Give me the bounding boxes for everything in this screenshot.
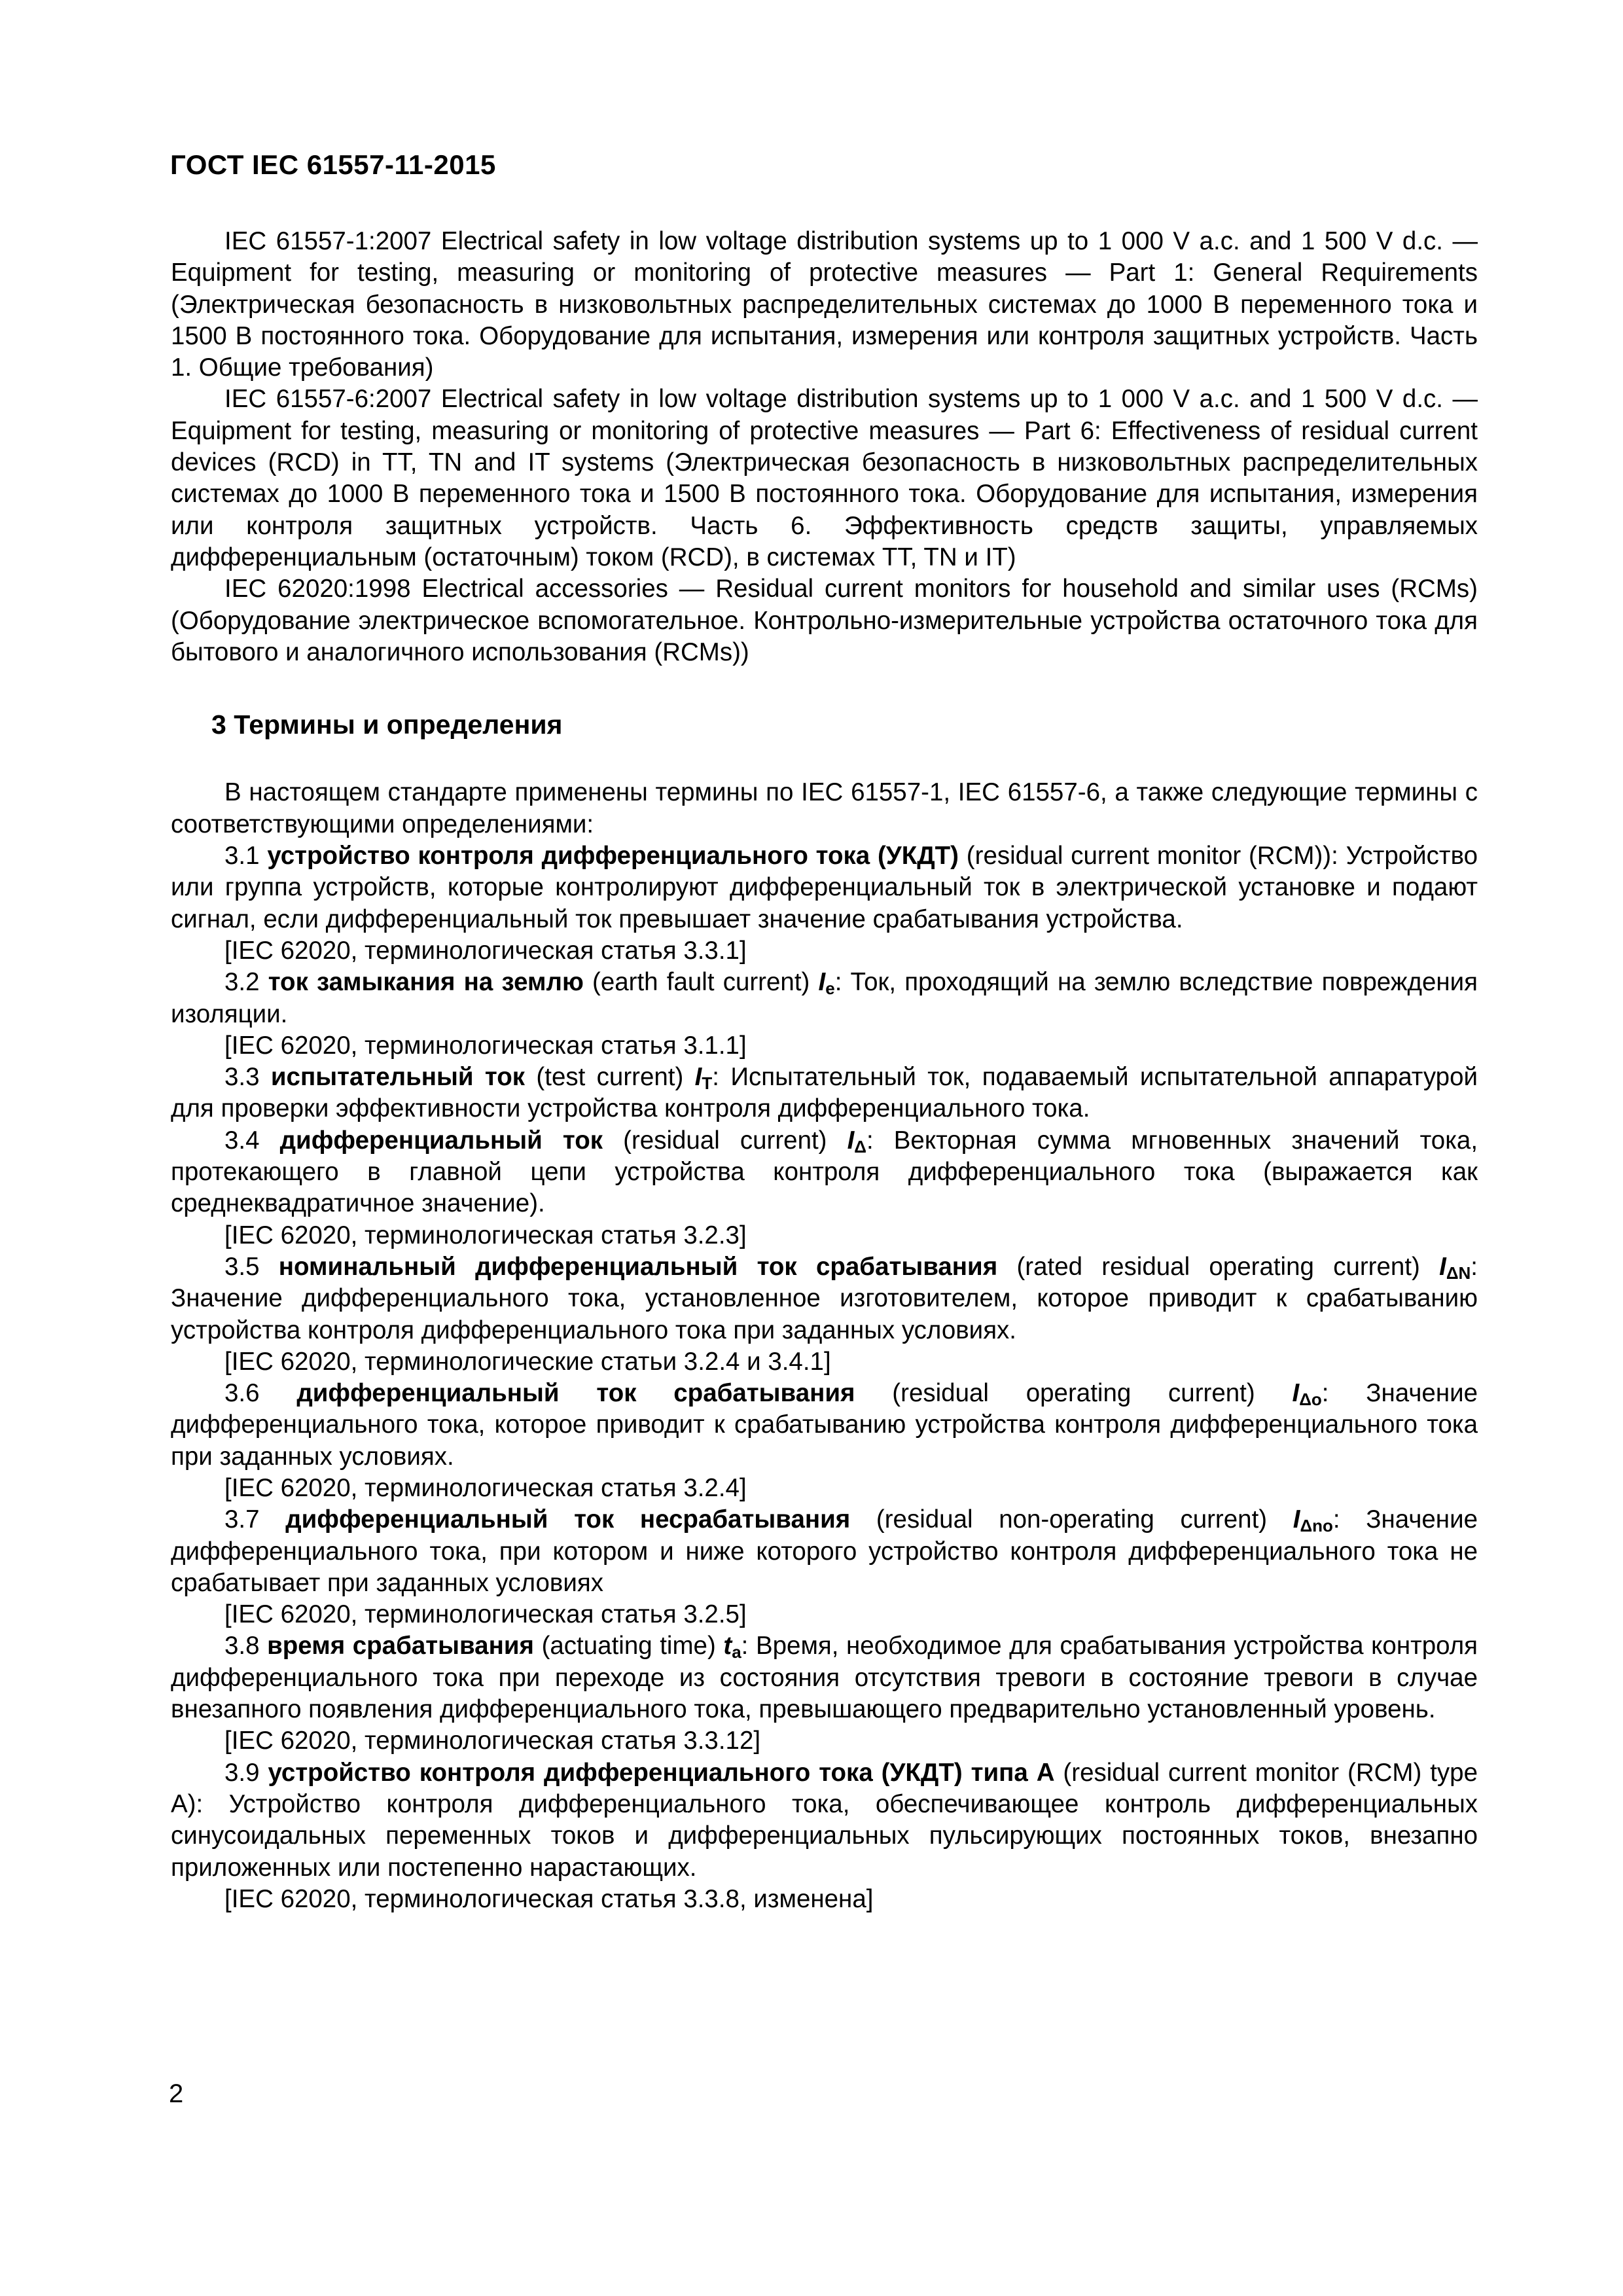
term-definition-text: Устройство или группа устройств, которые контролируют дифференциальный ток в электрической установке и подают сигнал, если дифференциальный ток превышает значение срабатывания устройства.	[171, 842, 1478, 933]
term-number: 3.9	[224, 1758, 260, 1787]
term-symbol-letter: I	[694, 1063, 702, 1092]
term-definition	[171, 967, 1478, 1030]
term-name: устройство контроля дифференциального тока (УКДТ) типа А	[268, 1758, 1055, 1787]
term-source-reference: [IEC 62020, терминологические статьи 3.2.4 и 3.4.1]	[224, 1347, 831, 1376]
term-number: 3.4	[224, 1126, 260, 1155]
term-source-reference: [IEC 62020, терминологическая статья 3.1.1]	[224, 1031, 747, 1060]
term-symbol-subscript: Δo	[1299, 1390, 1322, 1410]
term-definition-text: Устройство контроля дифференциального тока, обеспечивающее контроль дифференциальных синусоидальных переменных токов и дифференциальных пульсирующих постоянных токов, внезапно приложенных или постепенно нарастающих.	[171, 1789, 1478, 1882]
page-number: 2	[169, 2079, 184, 2108]
term-symbol	[818, 968, 835, 999]
term-english: (residual current monitor (RCM) type A):	[171, 1758, 1478, 1818]
term-colon: :	[1471, 1252, 1478, 1281]
term-number: 3.7	[224, 1505, 260, 1534]
term-definition	[171, 1504, 1478, 1599]
term-colon: :	[866, 1126, 874, 1155]
term-definition-text: Значение дифференциального тока, при котором и ниже которого устройство контроля дифференциального тока не срабатывает при заданных условиях	[171, 1505, 1478, 1597]
term-definition-text: Векторная сумма мгновенных значений тока, протекающего в главной цепи устройства контроля дифференциального тока (выражается как среднеквадратичное значение).	[171, 1126, 1478, 1218]
term-english: (earth fault current)	[592, 968, 810, 997]
term-symbol-subscript: e	[825, 978, 835, 999]
term-source-reference: [IEC 62020, терминологическая статья 3.2.3]	[224, 1221, 747, 1249]
document-code-header: ГОСТ IEC 61557-11-2015	[170, 149, 496, 180]
term-symbol-letter: I	[847, 1126, 855, 1155]
term-symbol-letter: I	[1292, 1379, 1300, 1408]
term-name: дифференциальный ток срабатывания	[296, 1379, 855, 1408]
term-symbol-subscript: T	[702, 1073, 713, 1094]
term-source-reference: [IEC 62020, терминологическая статья 3.3.12]	[224, 1727, 761, 1755]
term-definition	[171, 1757, 1478, 1884]
term-name: дифференциальный ток несрабатывания	[285, 1505, 851, 1534]
term-definition	[171, 1062, 1478, 1125]
term-english: (residual current monitor (RCM)):	[966, 842, 1338, 870]
section-heading: 3 Термины и определения	[211, 709, 563, 740]
term-definition-text: Ток, проходящий на землю вследствие повреждения изоляции.	[171, 968, 1478, 1028]
term-number: 3.3	[224, 1063, 260, 1092]
term-source-reference: [IEC 62020, терминологическая статья 3.2.5]	[224, 1600, 747, 1629]
term-name: испытательный ток	[270, 1063, 526, 1092]
term-name: время срабатывания	[267, 1632, 534, 1660]
term-definition-text: Испытательный ток, подаваемый испытательной аппаратурой для проверки эффективности устройства контроля дифференциального тока.	[171, 1063, 1478, 1123]
term-definition-text: Значение дифференциального тока, которое приводит к срабатыванию устройства контроля дифференциального тока при заданных условиях.	[171, 1379, 1478, 1471]
term-number: 3.6	[224, 1379, 260, 1408]
term-source-reference: [IEC 62020, терминологическая статья 3.3.8, изменена]	[224, 1884, 874, 1913]
term-definition	[171, 840, 1478, 935]
term-source-reference: [IEC 62020, терминологическая статья 3.3.1]	[224, 936, 747, 965]
term-number: 3.2	[224, 968, 260, 997]
term-definition	[171, 1251, 1478, 1346]
normative-references	[171, 226, 1478, 668]
document-body	[171, 226, 1478, 1915]
term-colon: :	[1321, 1379, 1329, 1408]
term-symbol	[723, 1632, 741, 1660]
term-english: (actuating time)	[541, 1632, 716, 1660]
term-symbol-letter: I	[818, 968, 826, 997]
term-colon: :	[1332, 1505, 1340, 1534]
term-symbol	[1439, 1253, 1471, 1281]
term-symbol-letter: t	[723, 1632, 732, 1660]
term-symbol-letter: I	[1293, 1505, 1300, 1534]
term-source-reference: [IEC 62020, терминологическая статья 3.2.4]	[224, 1473, 747, 1502]
term-definition-text: Время, необходимое для срабатывания устройства контроля дифференциального тока при переходе из состояния отсутствия тревоги в состояние тревоги в случае внезапного появления дифференциального тока, превышающего предварительно установленный уровень.	[171, 1632, 1478, 1724]
term-name: ток замыкания на землю	[268, 968, 584, 997]
term-symbol-subscript: Δ	[854, 1136, 866, 1157]
term-symbol-subscript: ΔN	[1446, 1263, 1471, 1283]
term-colon: :	[741, 1632, 749, 1660]
term-symbol	[694, 1063, 713, 1094]
section-intro: В настоящем стандарте применены термины по IEC 61557-1, IEC 61557-6, а также следующие термины с соответствующими определениями:	[171, 778, 1478, 838]
term-number: 3.8	[224, 1632, 260, 1660]
term-english: (residual non-operating current)	[876, 1505, 1268, 1534]
reference-item: IEC 61557-6:2007 Electrical safety in low voltage distribution systems up to 1 000 V a.c. and 1 500 V d.c. — Equipment for testing, measuring or monitoring of protective measures — Part 6: Effectiveness of residual current devices (RCD) in TT, TN and IT systems (Электрическая безопасность в низковольтных распределительных системах до 1000 В переменного тока и 1500 В постоянного тока. Оборудование для испытания, измерения или контроля защитных устройств. Часть 6. Эффективность средств защиты, управляемых дифференциальным (остаточным) током (RCD), в системах TT, TN и IT)	[171, 385, 1478, 571]
reference-item: IEC 61557-1:2007 Electrical safety in low voltage distribution systems up to 1 000 V a.c. and 1 500 V d.c. — Equipment for testing, measuring or monitoring of protective measures — Part 1: General Requirements (Электрическая безопасность в низковольтных распределительных системах до 1000 В переменного тока и 1500 В постоянного тока. Оборудование для испытания, измерения или контроля защитных устройств. Часть 1. Общие требования)	[171, 227, 1478, 382]
term-symbol	[1292, 1379, 1322, 1410]
term-name: устройство контроля дифференциального тока (УКДТ)	[267, 842, 959, 870]
term-number: 3.1	[224, 842, 260, 870]
term-english: (residual operating current)	[892, 1379, 1255, 1408]
term-symbol	[847, 1126, 866, 1155]
term-symbol	[1293, 1505, 1333, 1534]
term-colon: :	[834, 968, 842, 997]
term-symbol-letter: I	[1439, 1252, 1446, 1281]
term-english: (residual current)	[623, 1126, 827, 1155]
terms-list	[171, 840, 1478, 1915]
term-symbol-subscript: Δno	[1300, 1516, 1333, 1536]
term-number: 3.5	[224, 1252, 260, 1281]
term-english: (rated residual operating current)	[1016, 1252, 1420, 1281]
term-name: дифференциальный ток	[279, 1126, 603, 1155]
term-symbol-subscript: a	[732, 1642, 741, 1662]
term-definition	[171, 1378, 1478, 1473]
term-english: (test current)	[536, 1063, 684, 1092]
term-definition-text: Значение дифференциального тока, установленное изготовителем, которое приводит к срабатыванию устройства контроля дифференциального тока при заданных условиях.	[171, 1284, 1478, 1344]
term-name: номинальный дифференциальный ток срабатывания	[278, 1252, 998, 1281]
term-definition	[171, 1125, 1478, 1220]
term-colon: :	[712, 1063, 719, 1092]
reference-item: IEC 62020:1998 Electrical accessories — Residual current monitors for household and similar uses (RCMs) (Оборудование электрическое вспомогательное. Контрольно-измерительные устройства остаточного тока для бытового и аналогичного использования (RCMs))	[171, 575, 1478, 666]
term-definition	[171, 1630, 1478, 1725]
